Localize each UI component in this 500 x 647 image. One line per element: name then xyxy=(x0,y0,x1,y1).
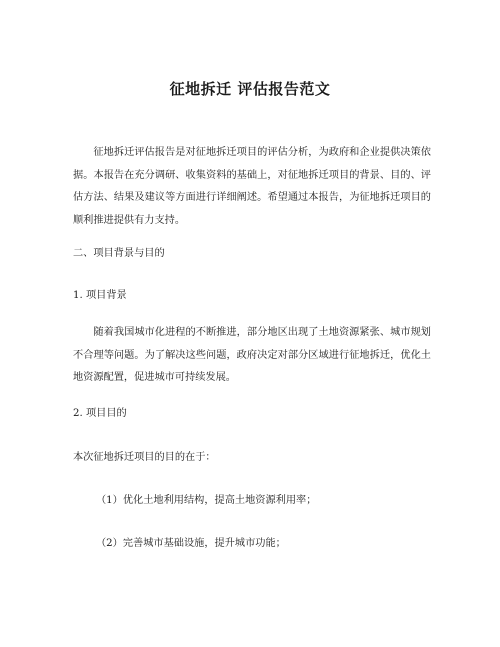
background-paragraph: 随着我国城市化进程的不断推进，部分地区出现了土地资源紧张、城市规划不合理等问题。为了解决这些问题，政府决定对部分区域进行征地拆迁，优化土地资源配置，促进城市可持续发展。 xyxy=(73,327,431,383)
purpose-intro: 本次征地拆迁项目的目的在于： xyxy=(73,452,216,463)
subsection-heading-background: 1. 项目背景 xyxy=(73,290,127,301)
subsection-heading-purpose: 2. 项目目的 xyxy=(73,408,127,419)
purpose-item-2: （2）完善城市基础设施，提升城市功能； xyxy=(96,538,286,549)
document-title: 征地拆迁 评估报告范文 xyxy=(169,80,331,98)
purpose-item-1: （1）优化土地利用结构，提高土地资源利用率； xyxy=(96,495,317,506)
section-heading: 二、项目背景与目的 xyxy=(73,248,165,259)
intro-paragraph: 征地拆迁评估报告是对征地拆迁项目的评估分析，为政府和企业提供决策依据。本报告在充分调研、收集资料的基础上，对征地拆迁项目的背景、目的、评估方法、结果及建议等方面进行详细阐述。希望通过本报告，为征地拆迁项目的顺利推进提供有力支持。 xyxy=(73,147,431,226)
